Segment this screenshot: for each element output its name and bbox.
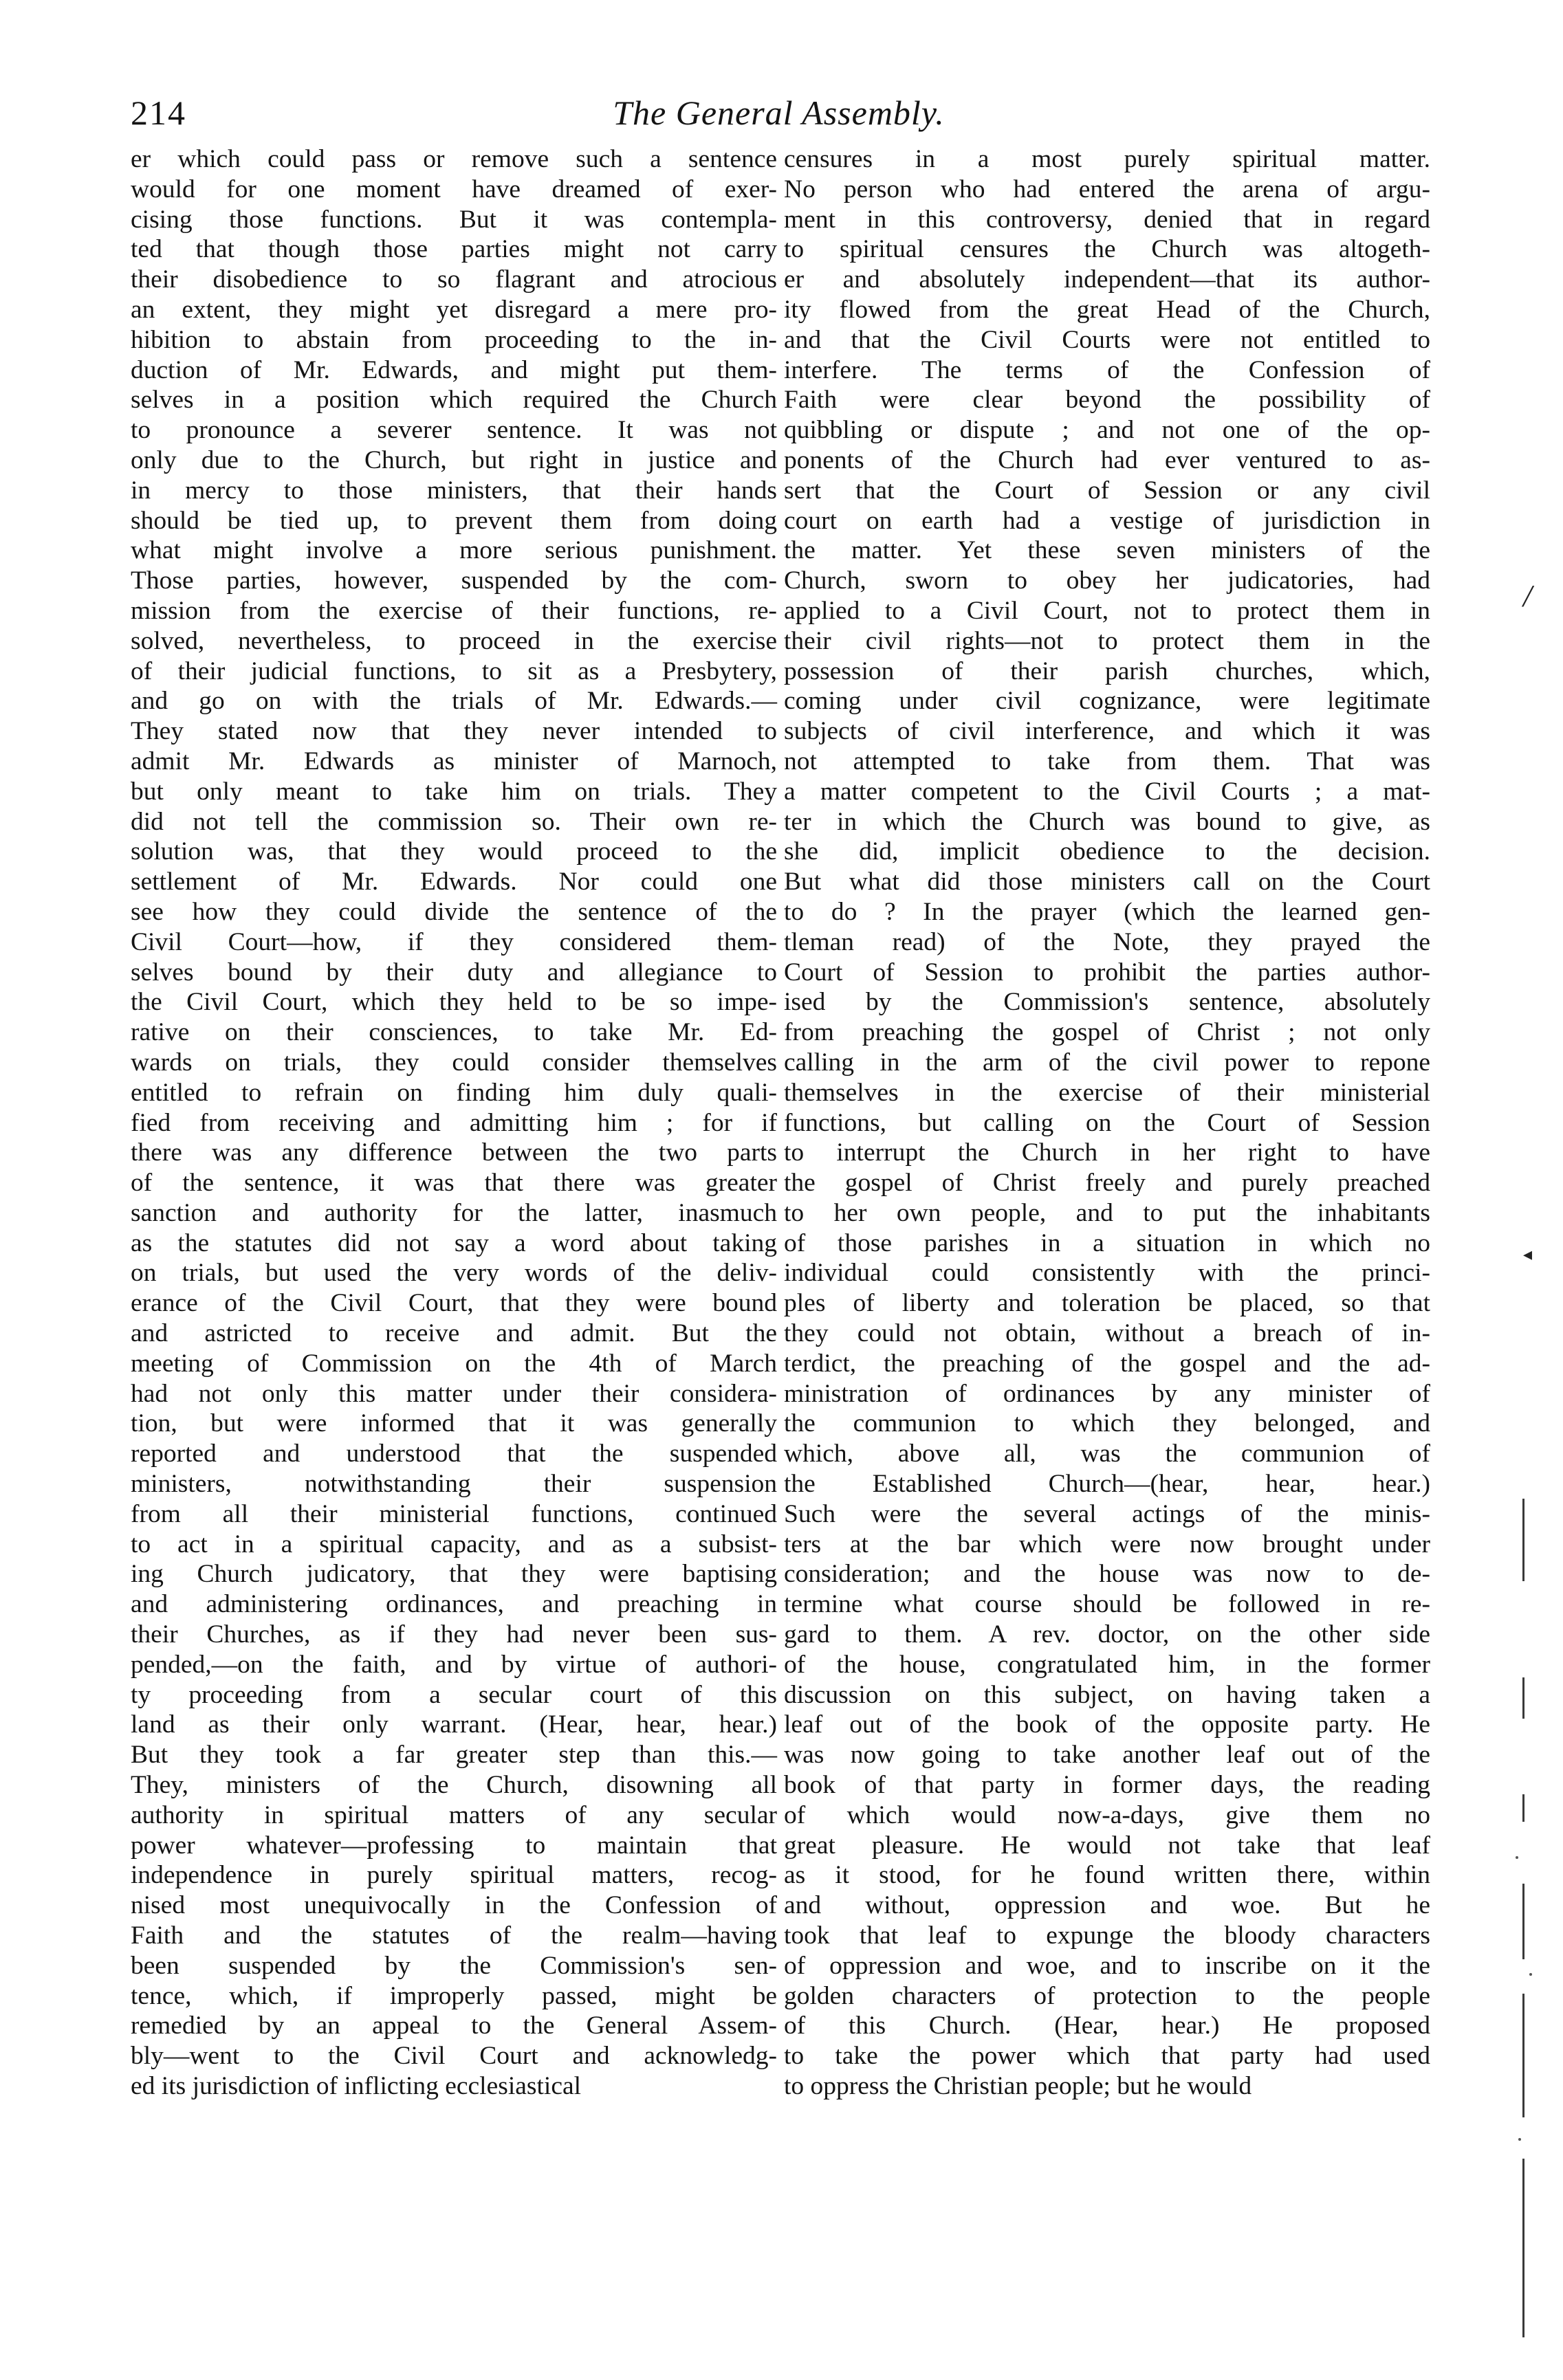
text-line: They, ministers of the Church, disowning all xyxy=(131,1771,777,1800)
text-line: cising those functions. But it was contempla- xyxy=(131,205,777,234)
text-line: ing Church judicatory, that they were baptising xyxy=(131,1560,777,1589)
text-line: ministration of ordinances by any minister of xyxy=(784,1379,1430,1408)
scan-edge-line xyxy=(1522,1994,1524,2117)
text-line: ponents of the Church had ever ventured to as- xyxy=(784,445,1430,474)
text-line: land as their only warrant. (Hear, hear, hear.) xyxy=(131,1710,777,1739)
text-line: and without, oppression and woe. But he xyxy=(784,1891,1430,1920)
text-line: to spiritual censures the Church was altogeth- xyxy=(784,235,1430,264)
text-line: she did, implicit obedience to the decision. xyxy=(784,837,1430,866)
text-line: settlement of Mr. Edwards. Nor could one xyxy=(131,868,777,896)
text-line: on trials, but used the very words of the deliv- xyxy=(131,1259,777,1288)
margin-slash-mark: / xyxy=(1523,578,1532,613)
text-line: possession of their parish churches, which, xyxy=(784,657,1430,685)
scan-speck xyxy=(1518,2138,1521,2141)
text-line: golden characters of protection to the people xyxy=(784,1981,1430,2010)
text-line: er which could pass or remove such a sentence xyxy=(131,145,777,173)
text-line: reported and understood that the suspended xyxy=(131,1440,777,1468)
text-line: mission from the exercise of their functions, re- xyxy=(131,596,777,625)
text-line: Faith and the statutes of the realm—having xyxy=(131,1921,777,1950)
text-line: ty proceeding from a secular court of this xyxy=(131,1680,777,1709)
right-text-column xyxy=(784,144,1430,2102)
page-number: 214 xyxy=(131,93,186,132)
text-line: of oppression and woe, and to inscribe on it the xyxy=(784,1951,1430,1980)
scan-edge-line xyxy=(1522,1884,1524,1959)
text-line: to take the power which that party had used xyxy=(784,2042,1430,2071)
text-line: a matter competent to the Civil Courts ; a mat- xyxy=(784,777,1430,806)
text-line: tence, which, if improperly passed, might be xyxy=(131,1981,777,2010)
text-line: was now going to take another leaf out of the xyxy=(784,1741,1430,1770)
text-line: from preaching the gospel of Christ ; not only xyxy=(784,1018,1430,1047)
text-line: consideration; and the house was now to de- xyxy=(784,1560,1430,1589)
text-line: power whatever—professing to maintain that xyxy=(131,1831,777,1860)
text-line: leaf out of the book of the opposite party. He xyxy=(784,1710,1430,1739)
text-line: entitled to refrain on finding him duly quali- xyxy=(131,1078,777,1107)
text-line: the Civil Court, which they held to be so impe- xyxy=(131,988,777,1017)
text-line: but only meant to take him on trials. They xyxy=(131,777,777,806)
text-line: an extent, they might yet disregard a mere pro- xyxy=(131,295,777,324)
text-line: hibition to abstain from proceeding to the in- xyxy=(131,325,777,354)
text-line: their disobedience to so flagrant and atrocious xyxy=(131,265,777,294)
text-line: tleman read) of the Note, they prayed the xyxy=(784,927,1430,956)
text-line: ministers, notwithstanding their suspension xyxy=(131,1470,777,1499)
text-line: to do ? In the prayer (which the learned gen- xyxy=(784,897,1430,926)
text-line: fied from receiving and admitting him ; for if xyxy=(131,1108,777,1137)
left-text-column xyxy=(131,144,777,2102)
text-line: termine what course should be followed in re- xyxy=(784,1590,1430,1619)
text-line: did not tell the commission so. Their own re- xyxy=(131,807,777,836)
scan-edge-line xyxy=(1522,1794,1524,1822)
text-line: solved, nevertheless, to proceed in the exercise xyxy=(131,626,777,655)
text-line: They stated now that they never intended to xyxy=(131,717,777,746)
text-line: what might involve a more serious punishment. xyxy=(131,536,777,565)
text-line: of their judicial functions, to sit as a Presbytery, xyxy=(131,657,777,685)
text-line: ity flowed from the great Head of the Church, xyxy=(784,295,1430,324)
text-line: been suspended by the Commission's sen- xyxy=(131,1951,777,1980)
text-line: of the house, congratulated him, in the former xyxy=(784,1650,1430,1679)
text-line: independence in purely spiritual matters, recog- xyxy=(131,1861,777,1890)
scan-edge-line xyxy=(1522,1677,1524,1719)
text-line: ter in which the Church was bound to give, as xyxy=(784,807,1430,836)
text-line: which, above all, was the communion of xyxy=(784,1440,1430,1468)
text-line: in mercy to those ministers, that their hands xyxy=(131,476,777,505)
text-line: meeting of Commission on the 4th of March xyxy=(131,1349,777,1378)
text-line: to act in a spiritual capacity, and as a subsist- xyxy=(131,1530,777,1558)
text-line: the gospel of Christ freely and purely preached xyxy=(784,1169,1430,1198)
text-line: there was any difference between the two parts xyxy=(131,1138,777,1167)
scan-speck xyxy=(1529,1973,1532,1976)
text-line: the matter. Yet these seven ministers of the xyxy=(784,536,1430,565)
text-line: of those parishes in a situation in which no xyxy=(784,1228,1430,1257)
text-line: and go on with the trials of Mr. Edwards.— xyxy=(131,687,777,716)
text-line: would for one moment have dreamed of exer- xyxy=(131,175,777,203)
scan-edge-line xyxy=(1522,2159,1524,2337)
scan-edge-line xyxy=(1522,1499,1524,1581)
text-line: ised by the Commission's sentence, absolutely xyxy=(784,988,1430,1017)
text-line: took that leaf to expunge the bloody characters xyxy=(784,1921,1430,1950)
text-line: court on earth had a vestige of jurisdiction in xyxy=(784,506,1430,535)
text-line: individual could consistently with the princi- xyxy=(784,1259,1430,1288)
text-line: the Established Church—(hear, hear, hear.) xyxy=(784,1470,1430,1499)
text-line: Civil Court—how, if they considered them- xyxy=(131,927,777,956)
text-line: as it stood, for he found written there, within xyxy=(784,1861,1430,1890)
text-line: their Churches, as if they had never been sus- xyxy=(131,1620,777,1649)
text-line: of the sentence, it was that there was greater xyxy=(131,1169,777,1198)
text-line: solution was, that they would proceed to the xyxy=(131,837,777,866)
text-line: censures in a most purely spiritual matter. xyxy=(784,145,1430,173)
text-line: er and absolutely independent—that its author- xyxy=(784,265,1430,294)
text-line: tion, but were informed that it was generally xyxy=(131,1409,777,1438)
text-line: bly—went to the Civil Court and acknowledg- xyxy=(131,2042,777,2071)
text-line: terdict, the preaching of the gospel and the ad- xyxy=(784,1349,1430,1378)
text-line: gard to them. A rev. doctor, on the other side xyxy=(784,1620,1430,1649)
text-line: themselves in the exercise of their ministerial xyxy=(784,1078,1430,1107)
text-line: functions, but calling on the Court of Session xyxy=(784,1108,1430,1137)
page-header xyxy=(131,93,1427,141)
text-line: remedied by an appeal to the General Assem- xyxy=(131,2012,777,2040)
text-line: great pleasure. He would not take that leaf xyxy=(784,1831,1430,1860)
text-line: and astricted to receive and admit. But the xyxy=(131,1319,777,1348)
text-line: discussion on this subject, on having taken a xyxy=(784,1680,1430,1709)
text-line: should be tied up, to prevent them from doing xyxy=(131,506,777,535)
text-line: ters at the bar which were now brought under xyxy=(784,1530,1430,1558)
text-line: duction of Mr. Edwards, and might put them- xyxy=(131,355,777,384)
text-line: as the statutes did not say a word about taking xyxy=(131,1228,777,1257)
text-line: they could not obtain, without a breach of in- xyxy=(784,1319,1430,1348)
text-line: and administering ordinances, and preaching in xyxy=(131,1590,777,1619)
text-line: subjects of civil interference, and which it was xyxy=(784,717,1430,746)
text-line: But what did those ministers call on the Court xyxy=(784,868,1430,896)
text-line: erance of the Civil Court, that they were bound xyxy=(131,1289,777,1318)
text-line: Such were the several actings of the minis- xyxy=(784,1499,1430,1528)
text-line: to her own people, and to put the inhabitants xyxy=(784,1198,1430,1227)
text-line: see how they could divide the sentence of the xyxy=(131,897,777,926)
text-line: had not only this matter under their considera- xyxy=(131,1379,777,1408)
text-line: book of that party in former days, the reading xyxy=(784,1771,1430,1800)
text-line: nised most unequivocally in the Confession of xyxy=(131,1891,777,1920)
text-line: admit Mr. Edwards as minister of Marnoch, xyxy=(131,747,777,775)
text-line: the communion to which they belonged, and xyxy=(784,1409,1430,1438)
text-line: calling in the arm of the civil power to repone xyxy=(784,1048,1430,1077)
text-line: Those parties, however, suspended by the com- xyxy=(131,566,777,595)
text-line: and that the Civil Courts were not entitled to xyxy=(784,325,1430,354)
text-line: selves bound by their duty and allegiance to xyxy=(131,958,777,987)
text-line: selves in a position which required the Church xyxy=(131,386,777,415)
text-line: to interrupt the Church in her right to have xyxy=(784,1138,1430,1167)
text-line: to oppress the Christian people; but he would xyxy=(784,2072,1252,2100)
text-line: Faith were clear beyond the possibility of xyxy=(784,386,1430,415)
text-line: ed its jurisdiction of inflicting ecclesiastical xyxy=(131,2072,582,2100)
text-line: from all their ministerial functions, continued xyxy=(131,1499,777,1528)
text-line: of this Church. (Hear, hear.) He proposed xyxy=(784,2012,1430,2040)
text-line: applied to a Civil Court, not to protect them in xyxy=(784,596,1430,625)
text-line: No person who had entered the arena of argu- xyxy=(784,175,1430,203)
text-line: rative on their consciences, to take Mr. Ed- xyxy=(131,1018,777,1047)
text-line: quibbling or dispute ; and not one of the op- xyxy=(784,416,1430,445)
text-line: sanction and authority for the latter, inasmuch xyxy=(131,1198,777,1227)
text-line: not attempted to take from them. That was xyxy=(784,747,1430,775)
margin-arrow-mark: ◂ xyxy=(1523,1244,1533,1264)
text-line: Court of Session to prohibit the parties author- xyxy=(784,958,1430,987)
text-line: pended,—on the faith, and by virtue of authori- xyxy=(131,1650,777,1679)
text-line: But they took a far greater step than this.— xyxy=(131,1741,777,1770)
text-line: of which would now-a-days, give them no xyxy=(784,1800,1430,1829)
text-line: only due to the Church, but right in justice and xyxy=(131,445,777,474)
text-line: interfere. The terms of the Confession of xyxy=(784,355,1430,384)
text-line: authority in spiritual matters of any secular xyxy=(131,1800,777,1829)
scan-speck xyxy=(1516,1856,1518,1859)
running-title: The General Assembly. xyxy=(613,93,945,132)
text-line: sert that the Court of Session or any civil xyxy=(784,476,1430,505)
text-line: coming under civil cognizance, were legitimate xyxy=(784,687,1430,716)
text-line: ment in this controversy, denied that in regard xyxy=(784,205,1430,234)
text-line: to pronounce a severer sentence. It was not xyxy=(131,416,777,445)
text-line: ples of liberty and toleration be placed, so that xyxy=(784,1289,1430,1318)
scan-edge-marks xyxy=(1513,1499,1540,2365)
text-line: ted that though those parties might not carry xyxy=(131,235,777,264)
text-line: Church, sworn to obey her judicatories, had xyxy=(784,566,1430,595)
text-line: wards on trials, they could consider themselves xyxy=(131,1048,777,1077)
text-line: their civil rights—not to protect them in the xyxy=(784,626,1430,655)
